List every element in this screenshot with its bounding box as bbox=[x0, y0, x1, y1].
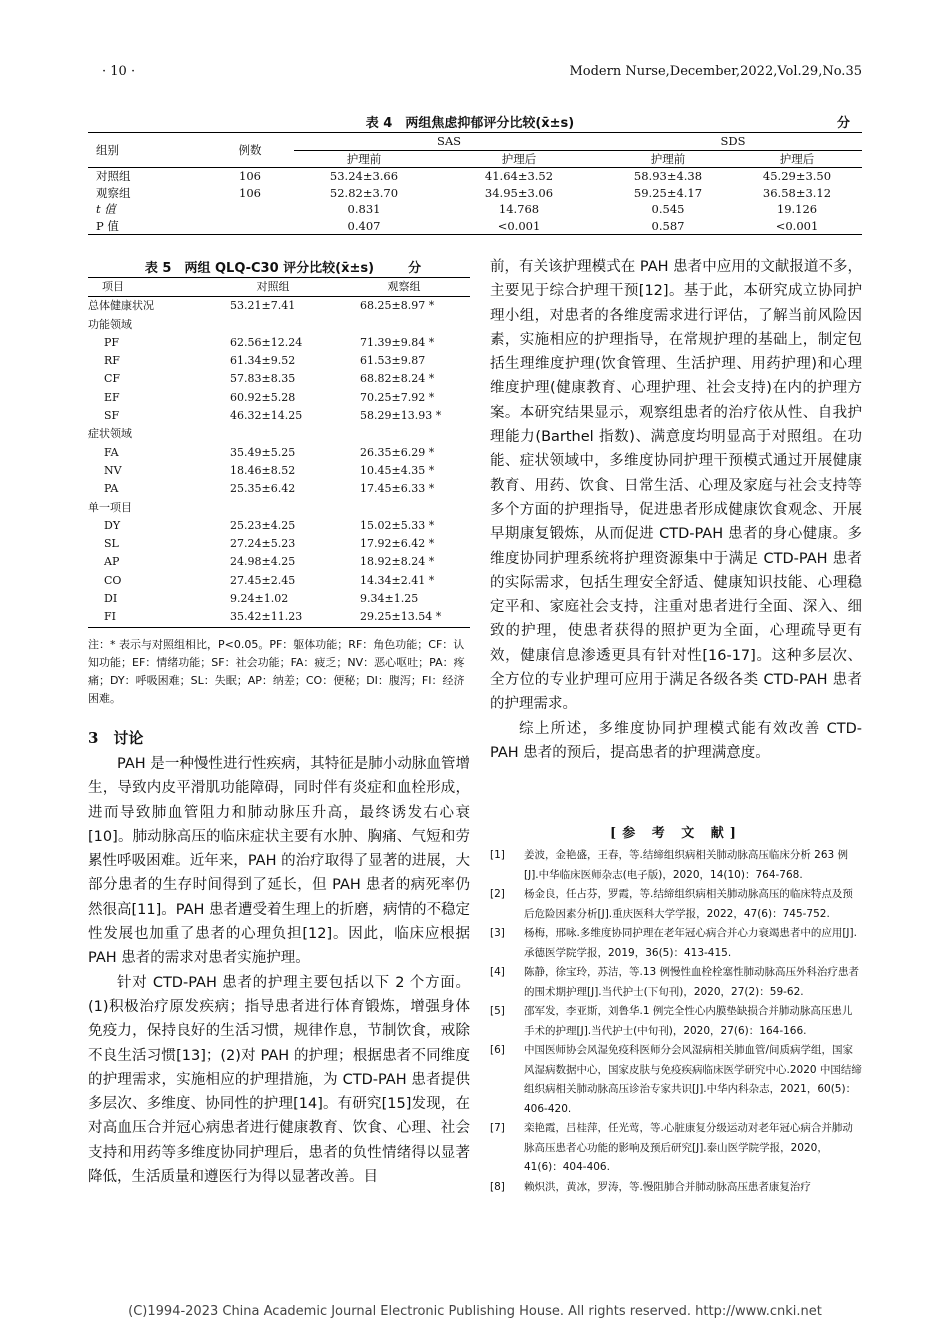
table-row bbox=[88, 185, 862, 202]
reference-item bbox=[490, 1119, 862, 1178]
table-cell bbox=[338, 499, 470, 517]
table-cell bbox=[338, 316, 470, 334]
table-cell: NV bbox=[104, 463, 122, 477]
table-cell: 10.45±4.35 * bbox=[360, 463, 435, 477]
table-cell: 58.29±13.93 * bbox=[360, 409, 442, 423]
table-row bbox=[88, 499, 470, 517]
table-cell: 68.25±8.97 * bbox=[360, 299, 435, 313]
table-cell: 症状领域 bbox=[88, 427, 132, 441]
table-cell: 25.23±4.25 bbox=[230, 518, 296, 532]
table-row bbox=[88, 201, 862, 218]
paragraph: 前，有关该护理模式在 PAH 患者中应用的文献报道不多，主要见于综合护理干预[12]。基于此，本研究成立协同护理小组，对患者的各维度需求进行评估，了解当前风险因素，实施相应的护理指导，在常规护理的基础上，制定包括生理维度护理(饮食管理、生活护理、用药护理)和心理维度护理(健康教育、心理护理、社会支持)在内的护理方案。本研究结果显示，观察组患者的治疗依从性、自我护理能力(Barthel 指数)、满意度均明显高于对照组。在功能、症状领域中，多维度协同护理干预模式通过开展健康教育、用药、饮食、日常生活、心理及家庭与社会支持等多个方面的护理指导，促进患者形成健康饮食观念、开展早期康复锻炼，从而促进 CTD-PAH 患者的身心健康。多维度协同护理系统将护理资源集中于满足 CTD-PAH 患者的实际需求，包括生理安全舒适、健康知识技能、心理稳定平和、家庭社会支持，注重对患者进行全面、深入、细致的护理，使患者获得的照护更为全面，心理疏导更有效，健康信息渗透更具有针对性[16-17]。这种多层次、全方位的专业护理可应用于满足各级各类 CTD-PAH 患者的护理需求。 bbox=[490, 259, 862, 713]
reference-number: [6] bbox=[490, 1044, 505, 1056]
reference-text: 杨梅，邢咏.多维度协同护理在老年冠心病合并心力衰竭患者中的应用[J].承德医学院学报，2019，36(5)：413-415. bbox=[524, 927, 857, 959]
table-row bbox=[88, 352, 470, 370]
section-title: 3 讨论 bbox=[88, 729, 144, 747]
table-cell: 53.21±7.41 bbox=[230, 299, 296, 313]
table-cell: 0.831 bbox=[347, 202, 381, 216]
reference-number: [7] bbox=[490, 1122, 505, 1134]
table-cell: SL bbox=[104, 537, 119, 551]
table-cell: PF bbox=[104, 335, 120, 349]
table-row bbox=[88, 553, 470, 571]
reference-item bbox=[490, 924, 862, 963]
table-cell: SF bbox=[104, 409, 120, 423]
table-cell: CF bbox=[104, 372, 121, 386]
table-row bbox=[88, 535, 470, 553]
table-cell: 61.34±9.52 bbox=[230, 354, 296, 368]
paragraph: PAH 是一种慢性进行性疾病，其特征是肺小动脉血管增生，导致内皮平滑肌功能障碍，同时伴有炎症和血栓形成，进而导致肺血管阻力和肺动脉压升高，最终诱发右心衰[10]。肺动脉高压的临床症状主要有水肿、胸痛、气短和劳累性呼吸困难。近年来，PAH 的治疗取得了显著的进展，大部分患者的生存时间得到了延长，但 PAH 患者的病死率仍然很高[11]。PAH 患者遭受着生理上的折磨，病情的不稳定性发展也加重了患者的心理负担[12]。因此，临床应根据 PAH 患者的需求对患者实施护理。 bbox=[88, 756, 471, 967]
reference-text: 陈静，徐宝玲，苏洁，等.13 例慢性血栓栓塞性肺动脉高压外科治疗患者的围术期护理[J].当代护士(下旬刊)，2020，27(2)：59-62. bbox=[524, 966, 860, 998]
table-cell: <0.001 bbox=[775, 218, 819, 233]
table-cell: 15.02±5.33 * bbox=[360, 518, 435, 532]
reference-item bbox=[490, 1041, 862, 1119]
table-cell: t 值 bbox=[96, 202, 116, 216]
table-cell: 106 bbox=[239, 169, 261, 183]
table-row bbox=[88, 444, 470, 462]
table-cell: 35.49±5.25 bbox=[230, 445, 296, 459]
table4-header-sds-before: 护理前 bbox=[604, 150, 732, 168]
table-cell: 对照组 bbox=[96, 169, 131, 183]
table-cell bbox=[206, 218, 294, 235]
table-cell: 29.25±13.54 * bbox=[360, 610, 442, 624]
table-row bbox=[88, 389, 470, 407]
table4-header-sas-before: 护理前 bbox=[294, 150, 434, 168]
table5-header-control: 对照组 bbox=[208, 278, 338, 297]
table-cell: 34.95±3.06 bbox=[484, 185, 554, 200]
table-cell: 27.45±2.45 bbox=[230, 573, 296, 587]
reference-text: 赖炽洪，黄冰，罗涛，等.慢阻肺合并肺动脉高压患者康复治疗 bbox=[524, 1180, 811, 1193]
table-cell: 68.82±8.24 * bbox=[360, 372, 435, 386]
table-cell: EF bbox=[104, 390, 120, 404]
table-cell: 35.42±11.23 bbox=[230, 610, 303, 624]
table-row bbox=[88, 297, 470, 316]
table-cell: FA bbox=[104, 445, 119, 459]
table-cell: 19.126 bbox=[776, 202, 818, 216]
table-cell bbox=[208, 316, 338, 334]
table4-caption: 表 4 两组焦虑抑郁评分比较(x̄±s) bbox=[365, 116, 575, 131]
table-cell: 观察组 bbox=[96, 185, 131, 200]
table-cell: 26.35±6.29 * bbox=[360, 445, 435, 459]
table-cell bbox=[208, 425, 338, 443]
table-row bbox=[88, 572, 470, 590]
reference-number: [1] bbox=[490, 849, 505, 861]
references-list bbox=[490, 846, 862, 1197]
reference-item bbox=[490, 1002, 862, 1041]
table-cell: 70.25±7.92 * bbox=[360, 390, 435, 404]
table-cell: 53.24±3.66 bbox=[329, 169, 399, 183]
references-title: [参 考 文 献] bbox=[610, 826, 742, 841]
table-cell: DY bbox=[104, 518, 121, 532]
paragraph: 针对 CTD-PAH 患者的护理主要包括以下 2 个方面。(1)积极治疗原发疾病；指导患者进行体育锻炼，增强身体免疫力，保持良好的生活习惯，规律作息，节制饮食，戒除不良生活习惯[13]；(2)对 PAH 的护理；根据患者不同维度的护理需求，实施相应的护理措施，为 CTD-PAH 患者提供多层次、多维度、协同性的护理[14]。有研究[15]发现，在对高血压合并冠心病患者进行健康教育、饮食、心理、社会支持和用药等多维度协同护理后，患者的负性情绪得以显著降低，生活质量和遵医行为得以显著改善。目 bbox=[88, 974, 470, 1186]
table-cell: 52.82±3.70 bbox=[329, 185, 399, 200]
table-row bbox=[88, 480, 470, 498]
right-column bbox=[490, 255, 862, 765]
table-cell: 36.58±3.12 bbox=[762, 185, 832, 200]
table-cell: 58.93±4.38 bbox=[633, 169, 703, 183]
table-cell: 0.407 bbox=[347, 218, 381, 233]
table-cell: 57.83±8.35 bbox=[230, 372, 296, 386]
table5-caption: 表 5 两组 QLQ-C30 评分比较(x̄±s) 分 bbox=[144, 261, 422, 276]
table5-note: 注：* 表示与对照组相比，P<0.05。PF：躯体功能；RF：角色功能；CF：认知功能；EF：情绪功能；SF：社会功能；FA：疲乏；NV：恶心呕吐；PA：疼痛；DY：呼吸困难；SL：失眠；AP：纳差；CO：便秘；DI：腹泻；FI：经济困难。 bbox=[88, 638, 465, 705]
table-cell: 59.25±4.17 bbox=[633, 185, 703, 200]
reference-text: 邵军发，李亚斯，刘鲁华.1 例完全性心内膜垫缺损合并肺动脉高压患儿手术的护理[J].当代护士(中旬刊)，2020，27(6)：164-166. bbox=[524, 1005, 853, 1037]
table-cell: 14.768 bbox=[498, 202, 540, 216]
reference-item bbox=[490, 1178, 862, 1198]
reference-number: [2] bbox=[490, 888, 505, 900]
table-cell: FI bbox=[104, 610, 116, 624]
table-cell: <0.001 bbox=[497, 218, 541, 233]
table-cell: 17.92±6.42 * bbox=[360, 537, 435, 551]
table4-header-sas-after: 护理后 bbox=[434, 150, 604, 168]
table4-header-sds: SDS bbox=[604, 133, 862, 151]
table4-header-n: 例数 bbox=[206, 133, 294, 168]
page-number: · 10 · bbox=[102, 64, 136, 79]
table-cell: 0.587 bbox=[651, 218, 685, 233]
table-row bbox=[88, 334, 470, 352]
table4-unit: 分 bbox=[836, 116, 850, 131]
table5-header-observe: 观察组 bbox=[338, 278, 470, 297]
table-cell: 71.39±9.84 * bbox=[360, 335, 435, 349]
reference-item bbox=[490, 885, 862, 924]
table-row bbox=[88, 316, 470, 334]
table-cell bbox=[208, 499, 338, 517]
table4 bbox=[88, 132, 862, 235]
table-cell: 18.92±8.24 * bbox=[360, 555, 435, 569]
table-cell: 41.64±3.52 bbox=[484, 169, 554, 183]
reference-number: [8] bbox=[490, 1180, 505, 1193]
table-row bbox=[88, 590, 470, 608]
reference-number: [3] bbox=[490, 927, 505, 939]
table-row bbox=[88, 608, 470, 627]
reference-text: 杨金良，任占芬，罗霞，等.结缔组织病相关肺动脉高压的临床特点及预后危险因素分析[J].重庆医科大学学报，2022，47(6)：745-752. bbox=[524, 888, 853, 920]
table-cell: CO bbox=[104, 573, 122, 587]
table-row bbox=[88, 370, 470, 388]
table-cell: PA bbox=[104, 482, 119, 496]
paragraph: 综上所述，多维度协同护理模式能有效改善 CTD-PAH 患者的预后，提高患者的护理满意度。 bbox=[490, 720, 862, 761]
reference-text: 中国医师协会风湿免疫科医师分会风湿病相关肺血管/间质病学组，国家风湿病数据中心，国家皮肤与免疫疾病临床医学研究中心.2020 中国结缔组织病相关肺动脉高压诊治专家共识[J].中华内科杂志，2021，60(5)：406-420. bbox=[524, 1044, 862, 1115]
table-cell: 27.24±5.23 bbox=[230, 537, 296, 551]
reference-number: [4] bbox=[490, 966, 505, 978]
table-cell bbox=[206, 201, 294, 218]
table-cell: 9.24±1.02 bbox=[230, 592, 289, 606]
table-row bbox=[88, 168, 862, 185]
table-row bbox=[88, 407, 470, 425]
table-cell: 功能领域 bbox=[88, 317, 132, 331]
table5-header-item: 项目 bbox=[88, 278, 208, 297]
table-row bbox=[88, 218, 862, 235]
table-cell: 25.35±6.42 bbox=[230, 482, 296, 496]
table-cell: 106 bbox=[239, 185, 261, 200]
table-cell: DI bbox=[104, 592, 118, 606]
table-row bbox=[88, 425, 470, 443]
reference-item bbox=[490, 846, 862, 885]
table4-header-sds-after: 护理后 bbox=[732, 150, 862, 168]
table-cell: 24.98±4.25 bbox=[230, 555, 296, 569]
table4-header-sas: SAS bbox=[294, 133, 604, 151]
reference-item bbox=[490, 963, 862, 1002]
table-cell: P 值 bbox=[96, 218, 119, 233]
table-cell: 61.53±9.87 bbox=[360, 354, 426, 368]
table-cell: 9.34±1.25 bbox=[360, 592, 419, 606]
copyright-footer: (C)1994-2023 China Academic Journal Electronic Publishing House. All rights reserved. http://www.cnki.net bbox=[128, 1304, 822, 1319]
table-cell: 单一项目 bbox=[88, 500, 132, 514]
journal-header: Modern Nurse,December,2022,Vol.29,No.35 bbox=[569, 64, 862, 79]
table4-header-group: 组别 bbox=[88, 133, 206, 168]
reference-text: 栾艳霞，吕桂萍，任光莺，等.心脏康复分级运动对老年冠心病合并肺动脉高压患者心功能的影响及预后研究[J].泰山医学院学报，2020，41(6)：404-406. bbox=[524, 1122, 853, 1173]
table-cell: 17.45±6.33 * bbox=[360, 482, 435, 496]
table-cell: 62.56±12.24 bbox=[230, 335, 303, 349]
table-cell: 18.46±8.52 bbox=[230, 463, 296, 477]
table-cell: AP bbox=[104, 555, 120, 569]
table-cell: 45.29±3.50 bbox=[762, 169, 832, 183]
left-column bbox=[88, 752, 470, 1189]
table-cell: 总体健康状况 bbox=[88, 299, 154, 313]
reference-text: 姜波，金艳盛，王春，等.结缔组织病相关肺动脉高压临床分析 263 例[J].中华临床医师杂志(电子版)，2020，14(10)：764-768. bbox=[524, 849, 849, 881]
reference-number: [5] bbox=[490, 1005, 505, 1017]
table-cell: 46.32±14.25 bbox=[230, 409, 303, 423]
table-cell: RF bbox=[104, 354, 120, 368]
table-cell bbox=[338, 425, 470, 443]
table-cell: 0.545 bbox=[651, 202, 685, 216]
table-row bbox=[88, 517, 470, 535]
table5 bbox=[88, 277, 470, 628]
table-row bbox=[88, 462, 470, 480]
table-cell: 14.34±2.41 * bbox=[360, 573, 435, 587]
table-cell: 60.92±5.28 bbox=[230, 390, 296, 404]
